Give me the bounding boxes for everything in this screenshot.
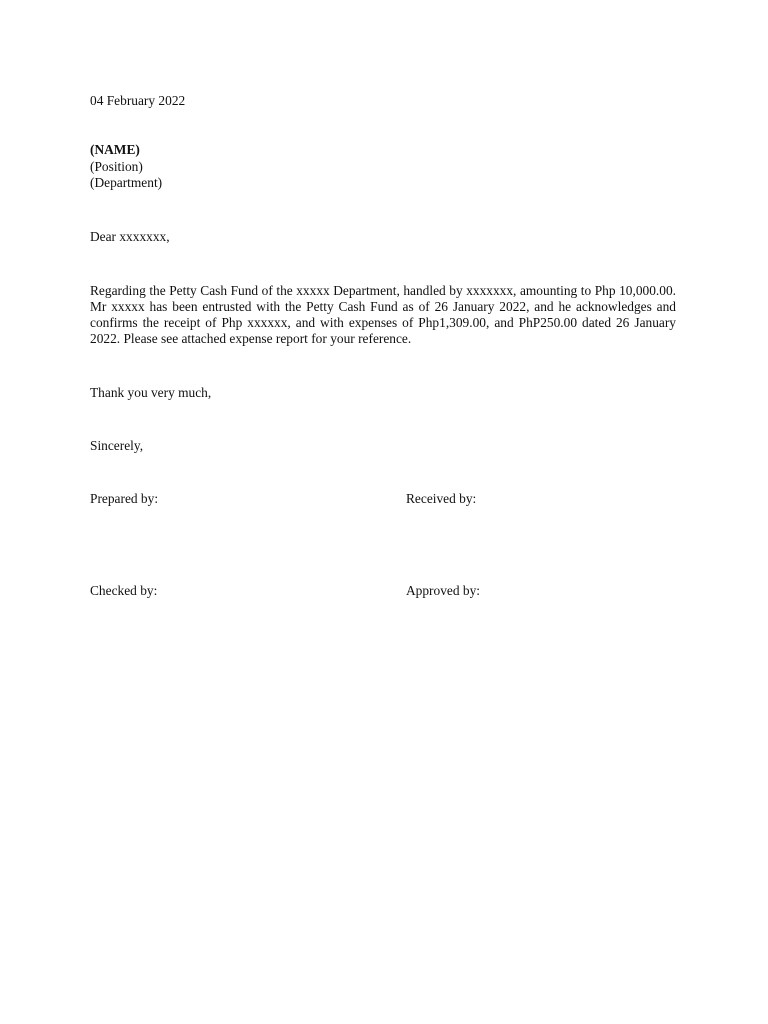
prepared-by-label: Prepared by: [90,491,159,506]
salutation: Dear xxxxxxx, [90,229,170,244]
recipient-name: (NAME) [90,142,140,157]
recipient-department: (Department) [90,175,163,190]
received-by-label: Received by: [406,491,477,506]
letter-date: 04 February 2022 [90,93,186,108]
approved-by-label: Approved by: [406,583,481,598]
checked-by-label: Checked by: [90,583,158,598]
closing-line: Sincerely, [90,438,144,453]
recipient-position: (Position) [90,159,143,174]
thanks-line: Thank you very much, [90,385,212,400]
letter-body: Regarding the Petty Cash Fund of the xxxxx Department, handled by xxxxxxx, amounting to Php 10,000.00. Mr xxxxx has been entrusted with the Petty Cash Fund as of 26 January 2022, and he acknowledges and confirms the receipt of Php xxxxxx, and with expenses of Php1,309.00, and PhP250.00 dated 26 January 2022. Please see attached expense report for your reference. [90,283,676,346]
